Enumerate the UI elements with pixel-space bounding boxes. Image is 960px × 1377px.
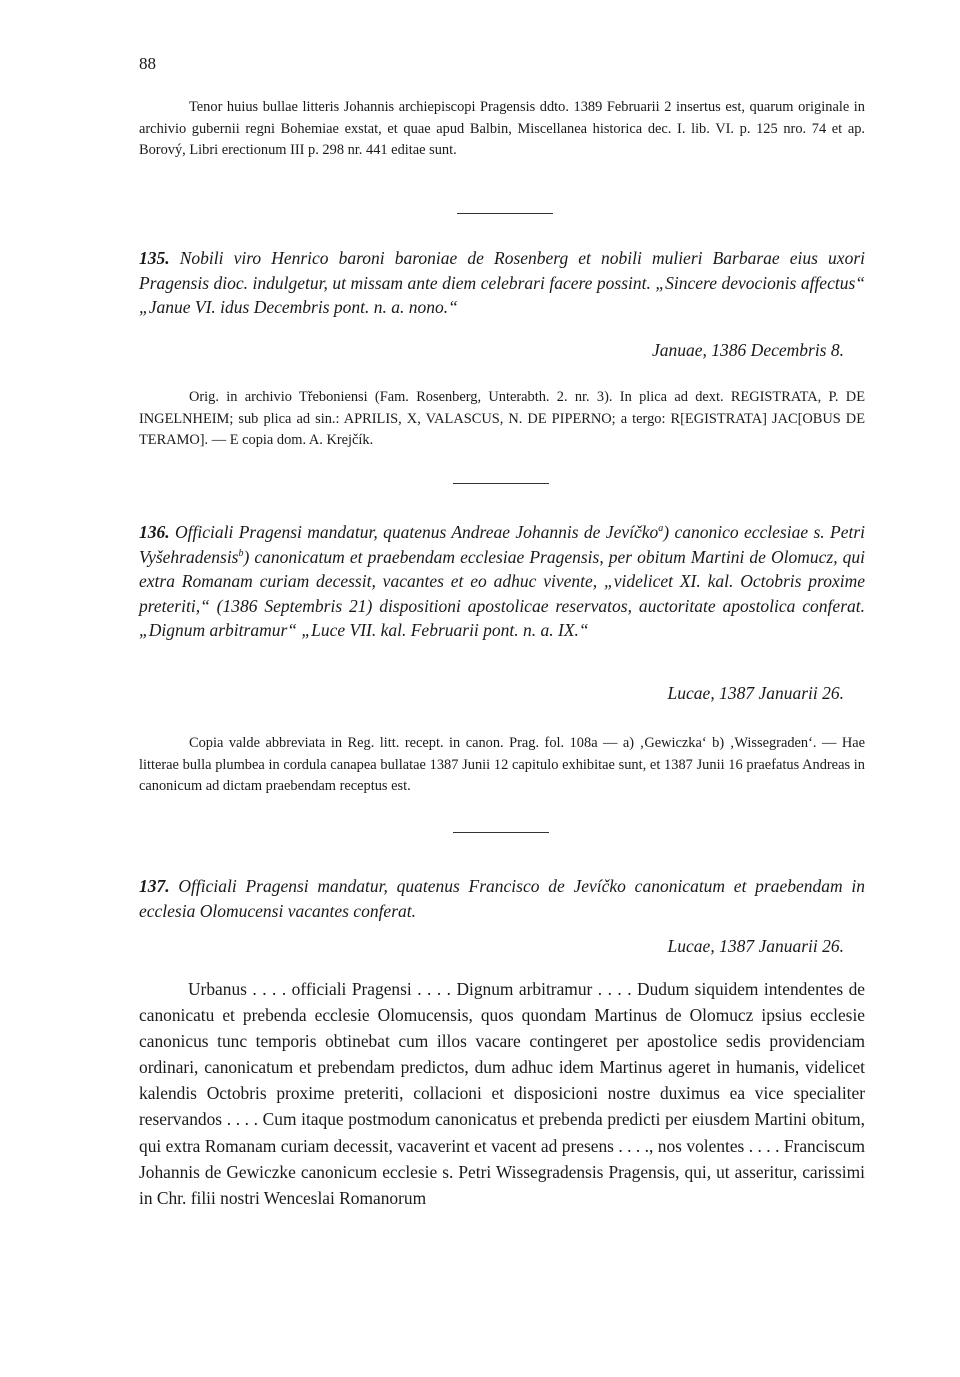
entry-summary-text-part2: ) canonico ecclesiae s. Petri Vyšehradensis: [139, 522, 865, 567]
entry-number: 136.: [139, 522, 170, 542]
entry-137-date: Lucae, 1387 Januarii 26.: [667, 936, 844, 956]
entry-137-summary: [139, 874, 865, 923]
tenor-note: [139, 97, 865, 162]
separator-rule: [453, 483, 549, 484]
entry-summary-text: Nobili viro Henrico baroni baroniae de Rosenberg et nobili mulieri Barbarae eius uxori Pragensis dioc. indulgetur, ut missam ante diem celebrari facere possint. „Sincere devocionis affectus“ „Janue VI. idus Decembris pont. n. a. nono.“: [139, 248, 865, 317]
entry-summary-text-part1: Officiali Pragensi mandatur, quatenus Andreae Johannis de Jevíčko: [175, 522, 659, 542]
entry-135-note: [139, 387, 865, 452]
entry-135-date: Januae, 1386 Decembris 8.: [652, 340, 844, 360]
footnote-marker-b: b: [238, 547, 244, 559]
entry-summary-text: Officiali Pragensi mandatur, quatenus Francisco de Jevíčko canonicatum et praebendam in ecclesia Olomucensi vacantes conferat.: [139, 876, 866, 921]
entry-number: 137.: [139, 876, 170, 896]
entry-number: 135.: [139, 248, 170, 268]
page-number: 88: [139, 54, 156, 73]
entry-136-summary: [139, 520, 865, 643]
separator-rule: [457, 213, 553, 214]
separator-rule: [453, 832, 549, 833]
entry-note-text: Copia valde abbreviata in Reg. litt. recept. in canon. Prag. fol. 108a — a) ‚Gewiczka‘ b) ‚Wissegraden‘. — Hae litterae bulla plumbea in cordula canapea bullatae 1387 Junii 12 capitulo exhibitae sunt, et 1387 Junii 16 praefatus Andreas in canonicum ad dictam praebendam receptus est.: [139, 735, 865, 795]
entry-137-body: Urbanus . . . . officiali Pragensi . . . . Dignum arbitramur . . . . Dudum siquidem intendentes de canonicatu et prebenda ecclesie Olomucensis, quos quondam Martinus de Olomucz ipsius ecclesie canonicus tunc temporis obtinebat cum illos vacare contingeret per apostolice sedis providenciam ordinari, canonicatum et prebendam predictos, dum adhuc idem Martinus ageret in humanis, videlicet kalendis Octobris proxime preteriti, collacioni et disposicioni nostre duximus ea vice specialiter reservandos . . . . Cum itaque postmodum canonicatus et prebenda predicti per eiusdem Martini obitum, qui extra Romanam curiam decessit, vacaverint et vacent ad presens . . . ., nos volentes . . . . Franciscum Johannis de Gewiczke canonicum ecclesie s. Petri Wissegradensis Pragensis, qui, ut asseritur, carissimi in Chr. filii nostri Wenceslai Romanorum: [139, 979, 865, 1208]
entry-136-date: Lucae, 1387 Januarii 26.: [667, 683, 844, 703]
entry-135-summary: [139, 246, 865, 320]
footnote-marker-a: a: [658, 523, 664, 535]
entry-summary-text-part3: ) canonicatum et praebendam ecclesiae Pragensis, per obitum Martini de Olomucz, qui extra Romanam curiam decessit, vacantes et eo adhuc vivente, „videlicet XI. kal. Octobris proxime preteriti,“ (1386 Septembris 21) dispositioni apostolicae reservatos, auctoritate apostolica conferat. „Dignum arbitramur“ „Luce VII. kal. Februarii pont. n. a. IX.“: [139, 546, 865, 640]
entry-note-text: Orig. in archivio Třeboniensi (Fam. Rosenberg, Unterabth. 2. nr. 3). In plica ad dext. REGISTRATA, P. DE INGELNHEIM; sub plica ad sin.: APRILIS, X, VALASCUS, N. DE PIPERNO; a tergo: R[EGISTRATA] JAC[OBUS DE TERAMO]. — E copia dom. A. Krejčík.: [139, 389, 865, 449]
tenor-note-text: Tenor huius bullae litteris Johannis archiepiscopi Pragensis ddto. 1389 Februarii 2 insertus est, quarum originale in archivio gubernii regni Bohemiae exstat, et quae apud Balbin, Miscellanea historica dec. I. lib. VI. p. 125 nro. 74 et ap. Borový, Libri erectionum III p. 298 nr. 441 editae sunt.: [139, 99, 865, 159]
entry-136-note: [139, 733, 865, 798]
